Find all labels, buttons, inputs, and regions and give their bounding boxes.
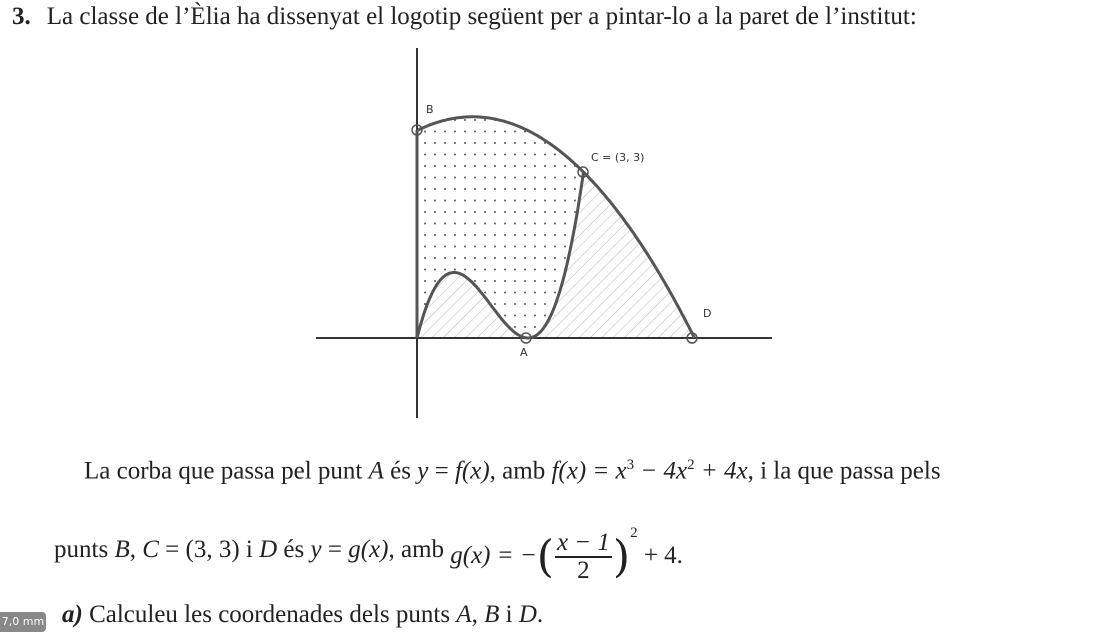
open-paren: (: [536, 531, 554, 583]
f-definition: f(x) = x: [551, 457, 627, 485]
exponent: 2: [630, 525, 638, 541]
point-name: A: [368, 457, 384, 485]
f-definition-term: + 4x: [694, 457, 748, 485]
text: i: [499, 601, 519, 628]
f-definition-term: − 4x: [634, 457, 688, 485]
point-name: D: [259, 535, 278, 563]
label-b: B: [426, 103, 434, 116]
math-var: y: [417, 457, 429, 485]
text: punts: [54, 535, 115, 563]
text: és: [277, 535, 311, 563]
math-var: (x): [461, 457, 490, 485]
math-var: (x): [360, 535, 389, 563]
text: Calculeu les coordenades dels punts: [82, 601, 457, 628]
g-definition-tail: + 4.: [637, 542, 683, 569]
curve-g-description: [54, 518, 683, 584]
numerator: x − 1: [556, 529, 610, 557]
scale-badge: 7,0 mm: [0, 612, 46, 632]
point-name: B: [114, 535, 130, 563]
point-name: D: [518, 601, 537, 628]
point-name: A: [456, 601, 472, 628]
math-var: f: [454, 457, 462, 485]
text: ,: [471, 601, 485, 628]
label-a: A: [520, 346, 528, 359]
text: , amb: [388, 535, 451, 563]
text: La corba que passa pel punt: [84, 457, 369, 485]
logo-figure: [300, 45, 780, 425]
part-letter: a): [62, 601, 83, 628]
text: , i la que passa pels: [747, 457, 941, 485]
problem-number: 3.: [12, 3, 31, 30]
problem-heading: [12, 2, 917, 32]
denominator: 2: [577, 557, 590, 585]
text: = (3, 3) i: [158, 535, 260, 563]
point-name: C: [142, 535, 159, 563]
text: ,: [129, 535, 143, 563]
text: , amb: [489, 457, 552, 485]
label-d: D: [703, 307, 712, 320]
point-name: B: [484, 601, 500, 628]
problem-statement: La classe de l’Èlia ha dissenyat el logotip següent per a pintar-lo a la paret de l’institut:: [46, 3, 917, 30]
g-formula: [450, 518, 683, 584]
math-var: g: [348, 535, 361, 563]
text: =: [428, 457, 455, 485]
exponent: 3: [626, 457, 635, 473]
g-definition: g(x) = −: [450, 542, 537, 569]
math-var: y: [310, 535, 322, 563]
curve-f-description: [84, 450, 941, 486]
text: =: [321, 535, 349, 563]
part-a: [62, 600, 543, 630]
text: és: [383, 457, 418, 485]
text: .: [536, 601, 544, 628]
label-c: C = (3, 3): [591, 151, 645, 164]
fraction: [555, 530, 612, 584]
exponent: 2: [687, 457, 695, 473]
close-paren: ): [612, 531, 631, 583]
